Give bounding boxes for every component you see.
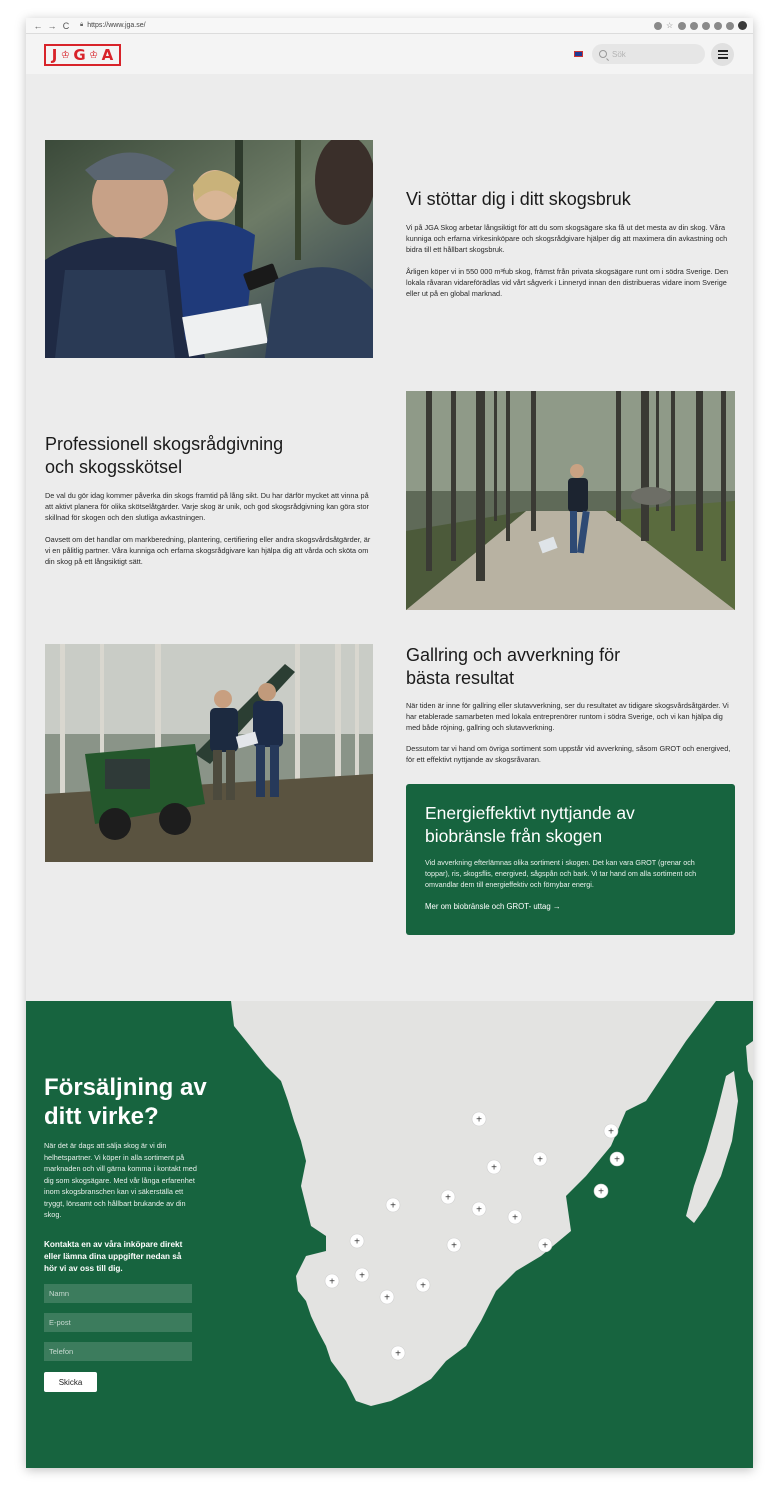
jga-logo[interactable] <box>44 44 121 66</box>
location-marker[interactable] <box>604 1124 618 1138</box>
section-paragraph: Vi på JGA Skog arbetar långsiktigt för att du som skogsägare ska få ut det mesta av din skog. Våra kunniga och erfarna virkesinköpare och skogsrådgivare hjälper dig att maximera din avkastning och bidra till ett hållbart skogsbruk. <box>406 223 728 254</box>
location-marker[interactable] <box>594 1184 608 1198</box>
svg-text:+: + <box>614 1154 620 1166</box>
bookmark-star-icon[interactable]: ☆ <box>666 20 674 30</box>
location-marker[interactable] <box>391 1346 405 1360</box>
extension-icon[interactable] <box>678 22 686 30</box>
sales-section <box>26 1001 753 1468</box>
name-field[interactable] <box>44 1284 192 1303</box>
location-marker[interactable] <box>355 1268 369 1282</box>
location-marker[interactable] <box>472 1202 486 1216</box>
section-title: Professionell skogsrådgivning och skogsskötsel <box>45 434 284 477</box>
location-marker[interactable] <box>472 1112 486 1126</box>
sales-text: När det är dags att sälja skog är vi din helhetspartner. Vi köper in alla sortiment på marknaden och vill gärna komma i kontakt med dig som skogsägare. Med vår långa erfarenhet inom skogsbranschen kan vi säkerställa ett tryggt, lönsamt och hållbart brukande av din skog. <box>44 1141 197 1219</box>
back-icon[interactable]: ← <box>33 20 43 31</box>
location-marker[interactable] <box>350 1234 364 1248</box>
svg-text:+: + <box>542 1240 548 1252</box>
menu-line <box>718 54 728 56</box>
location-marker[interactable] <box>538 1238 552 1252</box>
section-title: Vi stöttar dig i ditt skogsbruk <box>406 189 631 209</box>
svg-text:+: + <box>359 1270 365 1282</box>
location-marker[interactable] <box>533 1152 547 1166</box>
forest-team-photo <box>45 140 373 358</box>
biofuel-card <box>406 784 735 935</box>
section-paragraph: När tiden är inne för gallring eller slutavverkning, ser du resultatet av tidigare skogsvårdsåtgärder. Vi har etablerade samarbeten med lokala entreprenörer runtom i södra Sverige, och vi kan hjälpa dig med både röjning, gallring och slutavverkning. <box>406 701 729 732</box>
location-marker[interactable] <box>386 1198 400 1212</box>
location-marker[interactable] <box>487 1160 501 1174</box>
forest-walk-photo <box>406 391 735 610</box>
logo-letter: G <box>73 46 86 64</box>
section-paragraph: Årligen köper vi in 550 000 m³fub skog, främst från privata skogsägare runt om i södra Sverige. Den lokala råvaran vidareförädlas vid vårt sågverk i Linneryd innan den distribueras vidare inom Sverige eller ut på en global marknad. <box>406 267 729 298</box>
menu-line <box>718 50 728 52</box>
location-marker[interactable] <box>416 1278 430 1292</box>
hamburger-menu-button[interactable] <box>711 43 734 66</box>
extension-icon[interactable] <box>690 22 698 30</box>
sales-title: Försäljning av ditt virke? <box>44 1074 207 1130</box>
svg-text:+: + <box>476 1204 482 1216</box>
search-box[interactable] <box>592 44 705 64</box>
email-field[interactable] <box>44 1313 192 1332</box>
svg-text:+: + <box>384 1292 390 1304</box>
crown-icon: ♔ <box>60 49 70 61</box>
location-marker[interactable] <box>441 1190 455 1204</box>
phone-field[interactable] <box>44 1342 192 1361</box>
location-marker[interactable] <box>610 1152 624 1166</box>
section-paragraph: De val du gör idag kommer påverka din skogs framtid på lång sikt. Du har därför mycket att vinna på att aktivt planera för olika skötselåtgärder. Varje skog är unik, och god skogsrådgivning kan göra stor skillnad för skogen och den slutliga avkastningen. <box>45 491 369 522</box>
extensions-area <box>654 21 747 30</box>
browser-toolbar <box>26 18 753 34</box>
svg-text:+: + <box>491 1162 497 1174</box>
location-marker[interactable] <box>380 1290 394 1304</box>
puzzle-icon[interactable] <box>726 22 734 30</box>
svg-text:+: + <box>608 1126 614 1138</box>
extension-icon[interactable] <box>714 22 722 30</box>
harvester-photo <box>45 644 373 862</box>
card-text: Vid avverkning efterlämnas olika sortiment i skogen. Det kan vara GROT (grenar och toppar), ris, skogsflis, energived, sågspån och bark. Vi tar hand om alla sortiment och omvandlar dem till energieffektiv och förnybar energi. <box>425 858 697 889</box>
svg-text:+: + <box>390 1200 396 1212</box>
svg-text:+: + <box>395 1348 401 1360</box>
menu-line <box>718 57 728 59</box>
svg-text:+: + <box>445 1192 451 1204</box>
reload-icon[interactable]: C <box>62 20 70 31</box>
section-paragraph: Dessutom tar vi hand om övriga sortiment som uppstår vid avverkning, såsom GROT och energived, för ett effektivt nyttjande av skogsråvaran. <box>406 744 731 764</box>
section-paragraph: Oavsett om det handlar om markberedning, plantering, certifiering eller andra skogsvårdsåtgärder, är vi en pålitlig partner. Våra kunniga och erfarna skogsrådgivare kan hjälpa dig att vårda och sköta om din skog på ett långsiktigt sätt. <box>45 535 371 566</box>
browser-window <box>26 18 753 1468</box>
svg-text:+: + <box>451 1240 457 1252</box>
address-bar[interactable] <box>80 22 146 29</box>
search-input[interactable] <box>612 50 692 59</box>
url-text: https://www.jga.se/ <box>87 22 146 29</box>
svg-text:+: + <box>420 1280 426 1292</box>
sales-cta: Kontakta en av våra inköpare direkt eller lämna dina uppgifter nedan så hör vi av oss till dig. <box>44 1240 183 1273</box>
logo-letter: A <box>101 46 114 64</box>
card-title: Energieffektivt nyttjande av biobränsle från skogen <box>425 803 635 846</box>
lock-icon: 🔒︎ <box>80 22 84 28</box>
biofuel-link[interactable]: Mer om biobränsle och GROT- uttag → <box>425 902 561 911</box>
forward-icon[interactable]: → <box>47 20 57 31</box>
svg-text:+: + <box>354 1236 360 1248</box>
extension-icon[interactable] <box>702 22 710 30</box>
location-marker[interactable] <box>508 1210 522 1224</box>
location-marker[interactable] <box>447 1238 461 1252</box>
uk-flag-icon[interactable] <box>574 51 583 57</box>
southern-sweden-map <box>26 1001 753 1468</box>
svg-text:+: + <box>476 1114 482 1126</box>
logo-letter: J <box>51 46 58 64</box>
svg-text:+: + <box>537 1154 543 1166</box>
profile-avatar[interactable] <box>738 21 747 30</box>
svg-text:+: + <box>329 1276 335 1288</box>
svg-text:+: + <box>598 1186 604 1198</box>
search-icon <box>599 50 607 58</box>
location-marker[interactable] <box>325 1274 339 1288</box>
submit-button[interactable]: Skicka <box>44 1372 97 1392</box>
section-title: Gallring och avverkning för bästa resultat <box>406 645 621 688</box>
share-icon[interactable] <box>654 22 662 30</box>
svg-text:+: + <box>512 1212 518 1224</box>
crown-icon: ♔ <box>89 49 99 61</box>
